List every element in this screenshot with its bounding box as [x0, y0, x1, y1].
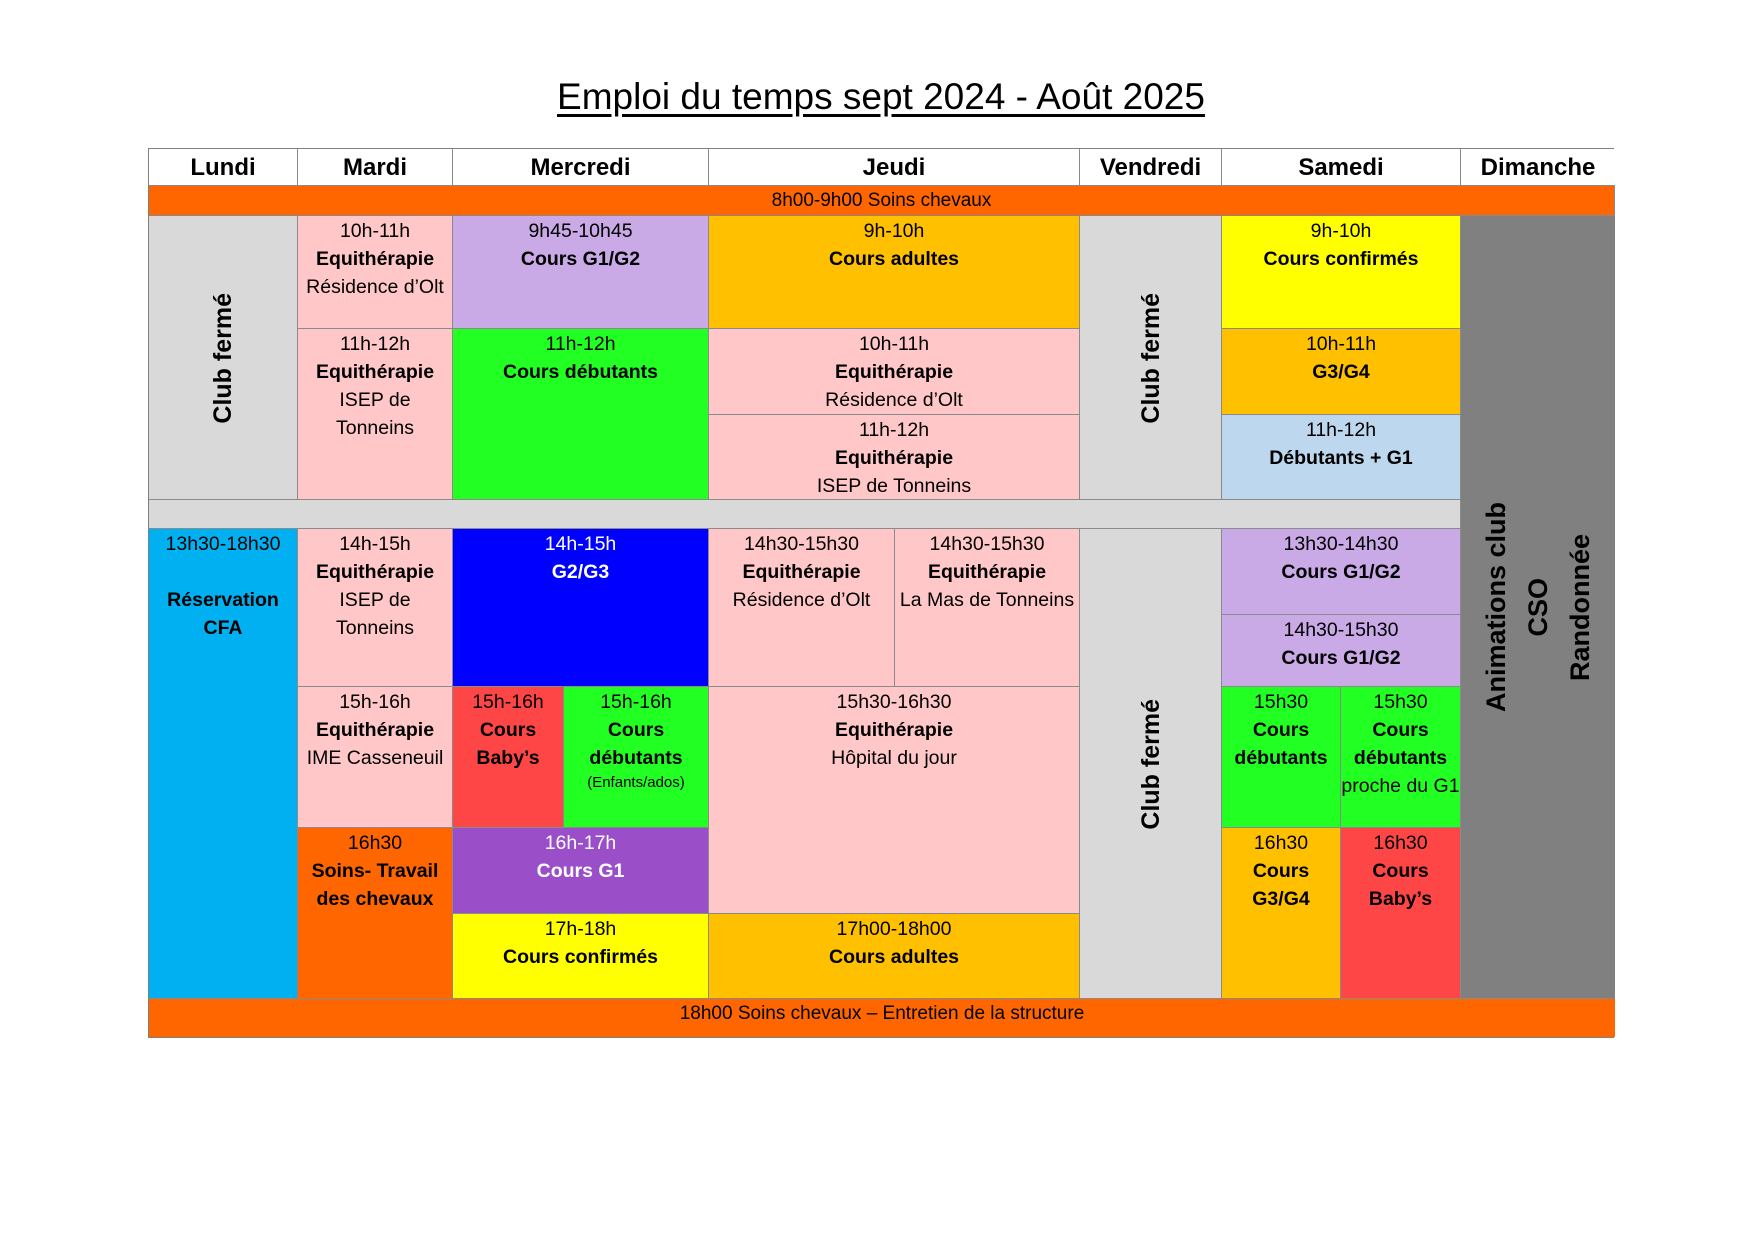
session-lundi-pm — [149, 529, 298, 999]
closed-label: Club fermé — [1136, 292, 1165, 424]
session-mercredi-am2 — [453, 329, 709, 500]
time: 10h-11h — [339, 220, 411, 242]
evening-care-band: 18h00 Soins chevaux – Entretien de la structure — [149, 999, 1615, 1037]
activity: Cours confirmés — [1263, 248, 1419, 270]
time: 17h-18h — [544, 918, 617, 940]
session-mardi-pm3 — [298, 828, 453, 999]
activity: Cours G1/G2 — [520, 248, 641, 270]
page-title: Emploi du temps sept 2024 - Août 2025 — [557, 76, 1205, 117]
activity: Equithérapie — [742, 561, 861, 583]
location: ISEP de Tonneins — [816, 475, 972, 497]
location: IME Casseneuil — [306, 747, 444, 769]
time: 13h30-14h30 — [1283, 533, 1399, 555]
location: Résidence d’Olt — [306, 276, 444, 298]
time: 11h-12h — [1305, 419, 1377, 441]
time: 15h-16h — [600, 691, 672, 713]
time: 14h30-15h30 — [1283, 619, 1399, 641]
activity: G2/G3 — [551, 561, 610, 583]
activity: Débutants + G1 — [1269, 447, 1413, 469]
activity: Cours adultes — [828, 248, 960, 270]
session-jeudi-am3 — [709, 415, 1080, 500]
activity: Cours adultes — [828, 946, 960, 968]
day-header-mardi: Mardi — [298, 149, 453, 186]
activity: Cours G1/G2 — [1281, 561, 1401, 583]
session-mercredi-pm1 — [453, 529, 709, 687]
activity: Equithérapie — [927, 561, 1047, 583]
activity: Cours débutants — [589, 719, 683, 769]
time: 15h-16h — [472, 691, 544, 713]
time: 15h-16h — [339, 691, 411, 713]
activity: Cours débutants — [1353, 719, 1448, 769]
note: (Enfants/ados) — [587, 774, 685, 791]
time: 9h-10h — [863, 220, 925, 242]
session-mardi-pm2 — [298, 687, 453, 828]
day-header-vendredi: Vendredi — [1080, 149, 1222, 186]
time: 14h-15h — [339, 533, 411, 555]
activity: Réservation CFA — [167, 589, 279, 639]
session-samedi-pm2 — [1222, 615, 1461, 687]
schedule-table — [148, 148, 1614, 1038]
session-jeudi-pm3 — [709, 687, 1080, 914]
session-mercredi-pm2 — [453, 687, 564, 828]
time: 14h30-15h30 — [744, 533, 859, 555]
session-jeudi-pm1 — [709, 529, 895, 687]
time: 10h-11h — [858, 333, 930, 355]
time: 15h30 — [1253, 691, 1309, 713]
session-samedi-am2 — [1222, 329, 1461, 415]
location: Résidence d’Olt — [825, 389, 963, 411]
session-mercredi-pm3 — [564, 687, 709, 828]
activity: Equithérapie — [834, 719, 954, 741]
activity: Equithérapie — [315, 248, 435, 270]
time: 15h30 — [1373, 691, 1428, 713]
session-samedi-pm5 — [1222, 828, 1341, 999]
time: 9h45-10h45 — [528, 220, 633, 242]
activity: Cours G1/G2 — [1281, 647, 1401, 669]
session-samedi-pm1 — [1222, 529, 1461, 615]
session-samedi-pm4 — [1341, 687, 1461, 828]
session-mercredi-pm5 — [453, 914, 709, 999]
activity: Equithérapie — [315, 361, 435, 383]
time: 11h-12h — [858, 419, 930, 441]
vendredi-closed-am — [1080, 216, 1222, 500]
session-mardi-pm1 — [298, 529, 453, 687]
session-mercredi-pm4 — [453, 828, 709, 914]
location: La Mas de Tonneins — [899, 589, 1075, 611]
activity: Equithérapie — [315, 561, 435, 583]
session-mercredi-am1 — [453, 216, 709, 329]
time: 9h-10h — [1310, 220, 1372, 242]
activity: Soins- Travail des chevaux — [311, 860, 439, 910]
activity: Equithérapie — [834, 361, 954, 383]
vendredi-closed-pm — [1080, 529, 1222, 999]
lunch-break-band — [149, 500, 1461, 529]
day-header-mercredi: Mercredi — [453, 149, 709, 186]
time: 16h30 — [1253, 832, 1309, 854]
day-header-dimanche: Dimanche — [1461, 149, 1615, 186]
activity: Cours débutants — [503, 361, 658, 383]
activity: G3/G4 — [1312, 361, 1370, 383]
session-jeudi-pm4 — [709, 914, 1080, 999]
activity: Animations club — [1481, 502, 1511, 713]
activity: Randonnée — [1565, 533, 1595, 681]
location: ISEP de Tonneins — [335, 589, 415, 639]
time: 15h30-16h30 — [836, 691, 952, 713]
day-header-lundi: Lundi — [149, 149, 298, 186]
morning-care-band: 8h00-9h00 Soins chevaux — [149, 186, 1615, 216]
location: ISEP de Tonneins — [335, 389, 415, 439]
closed-label: Club fermé — [1136, 698, 1165, 830]
activity: Cours G3/G4 — [1252, 860, 1310, 910]
activity: Equithérapie — [315, 719, 435, 741]
location: Résidence d’Olt — [732, 589, 871, 611]
time: 17h00-18h00 — [836, 918, 952, 940]
session-samedi-am1 — [1222, 216, 1461, 329]
time: 11h-12h — [339, 333, 411, 355]
session-jeudi-pm2 — [895, 529, 1080, 687]
activity: Cours débutants — [1234, 719, 1328, 769]
activity: Cours confirmés — [503, 946, 658, 968]
activity: Cours Baby’s — [1368, 860, 1433, 910]
location: Hôpital du jour — [831, 747, 957, 769]
activity: Equithérapie — [834, 447, 954, 469]
time: 13h30-18h30 — [165, 533, 281, 555]
day-header-samedi: Samedi — [1222, 149, 1461, 186]
note: proche du G1 — [1341, 775, 1460, 797]
time: 14h30-15h30 — [929, 533, 1045, 555]
closed-label: Club fermé — [209, 292, 237, 424]
session-jeudi-am1 — [709, 216, 1080, 329]
session-samedi-pm6 — [1341, 828, 1461, 999]
day-header-jeudi: Jeudi — [709, 149, 1080, 186]
lundi-closed — [149, 216, 298, 500]
dimanche-activities — [1461, 216, 1615, 999]
session-samedi-pm3 — [1222, 687, 1341, 828]
time: 16h-17h — [544, 832, 617, 854]
time: 16h30 — [1373, 832, 1428, 854]
session-jeudi-am2 — [709, 329, 1080, 415]
activity: Cours G1 — [536, 860, 625, 882]
activity: CSO — [1523, 578, 1553, 637]
time: 10h-11h — [1305, 333, 1377, 355]
activity: Cours Baby’s — [476, 719, 540, 769]
time: 11h-12h — [545, 333, 616, 355]
session-mardi-am1 — [298, 216, 453, 329]
time: 14h-15h — [544, 533, 617, 555]
session-samedi-am3 — [1222, 415, 1461, 500]
time: 16h30 — [347, 832, 403, 854]
session-mardi-am2 — [298, 329, 453, 500]
